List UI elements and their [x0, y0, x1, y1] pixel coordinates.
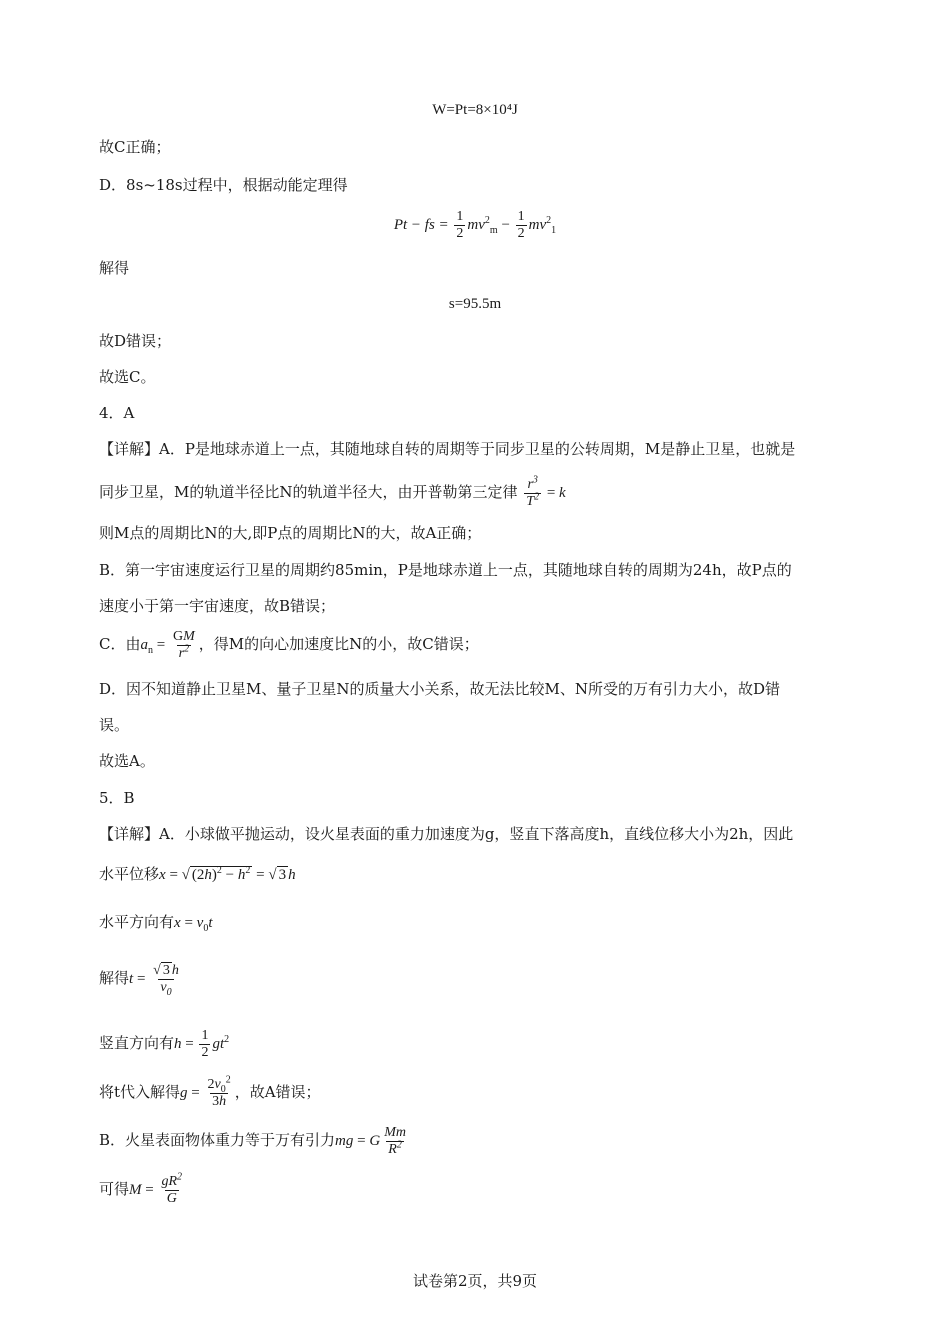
equation-distance: s=95.5m	[448, 296, 502, 312]
text-line-universal-gravitation: B．火星表面物体重力等于万有引力mg = G $\frac{Mm}{R^2}$	[99, 1124, 406, 1157]
text-line: 故选A。	[99, 752, 155, 770]
text-line-gravity: 将t代入解得g = $\frac{2v_0^2}{3h}$ ，故A错误；	[99, 1073, 321, 1109]
text-line-vertical: 竖直方向有h = $\frac{1}{2}$ $gt^2$	[99, 1027, 230, 1060]
text-line: 【详解】A．P是地球赤道上一点，其随地球自转的周期等于同步卫星的公转周期，M是静止卫星，也就是	[99, 440, 796, 458]
text-line: 故D错误；	[99, 332, 172, 350]
text-line: 则M点的周期比N的大,即P点的周期比N的大，故A正确；	[99, 524, 482, 542]
text-line: 故选C。	[99, 368, 156, 386]
text-line-horizontal: 水平方向有$x = v_0t$	[99, 913, 213, 934]
text-line-time: 解得t = $\frac{√ 3 h}{v_0}$	[99, 963, 179, 998]
text-line-kepler: 同步卫星，M的轨道半径比N的轨道半径大，由开普勒第三定律 $\frac{r^3}{T^2}$ = k	[99, 473, 566, 509]
text-line: D．8s~18s过程中，根据动能定理得	[99, 176, 348, 194]
answer-heading: 4．A	[99, 404, 135, 422]
text-line: 故C正确；	[99, 138, 171, 156]
text-line: 解得	[99, 259, 130, 277]
text-line: D．因不知道静止卫星M、量子卫星N的质量大小关系，故无法比较M、N所受的万有引力大小，故D错	[99, 680, 781, 698]
equation-kinetic-energy: Pt − fs = $\frac{1}{2}$ $mv^2_m$ − $\frac{1}{2}$ $mv^2_1$	[393, 209, 557, 242]
text-line: B．第一宇宙速度运行卫星的周期约85min，P是地球赤道上一点，其随地球自转的周期为24h，故P点的	[99, 561, 792, 579]
text-line-displacement: 水平位移x = √ $(2h)^2 - h^2$ = √ 3 h	[99, 865, 296, 883]
answer-heading: 5．B	[99, 789, 135, 807]
text-line-acceleration: C．由$a_n$ = $\frac{GM}{r^2}$ ，得M的向心加速度比N的小，故C错误；	[99, 628, 479, 661]
text-line: 误。	[99, 716, 130, 734]
text-line: 【详解】A．小球做平抛运动，设火星表面的重力加速度为g，竖直下落高度h，直线位移大小为2h，因此	[99, 825, 794, 843]
page-footer: 试卷第2页，共9页	[412, 1272, 538, 1290]
text-line: 速度小于第一宇宙速度，故B错误；	[99, 597, 336, 615]
equation-work: W=Pt=8×10⁴J	[432, 102, 518, 118]
text-line-mass: 可得M = $\frac{gR^2}{G}$	[99, 1170, 183, 1206]
